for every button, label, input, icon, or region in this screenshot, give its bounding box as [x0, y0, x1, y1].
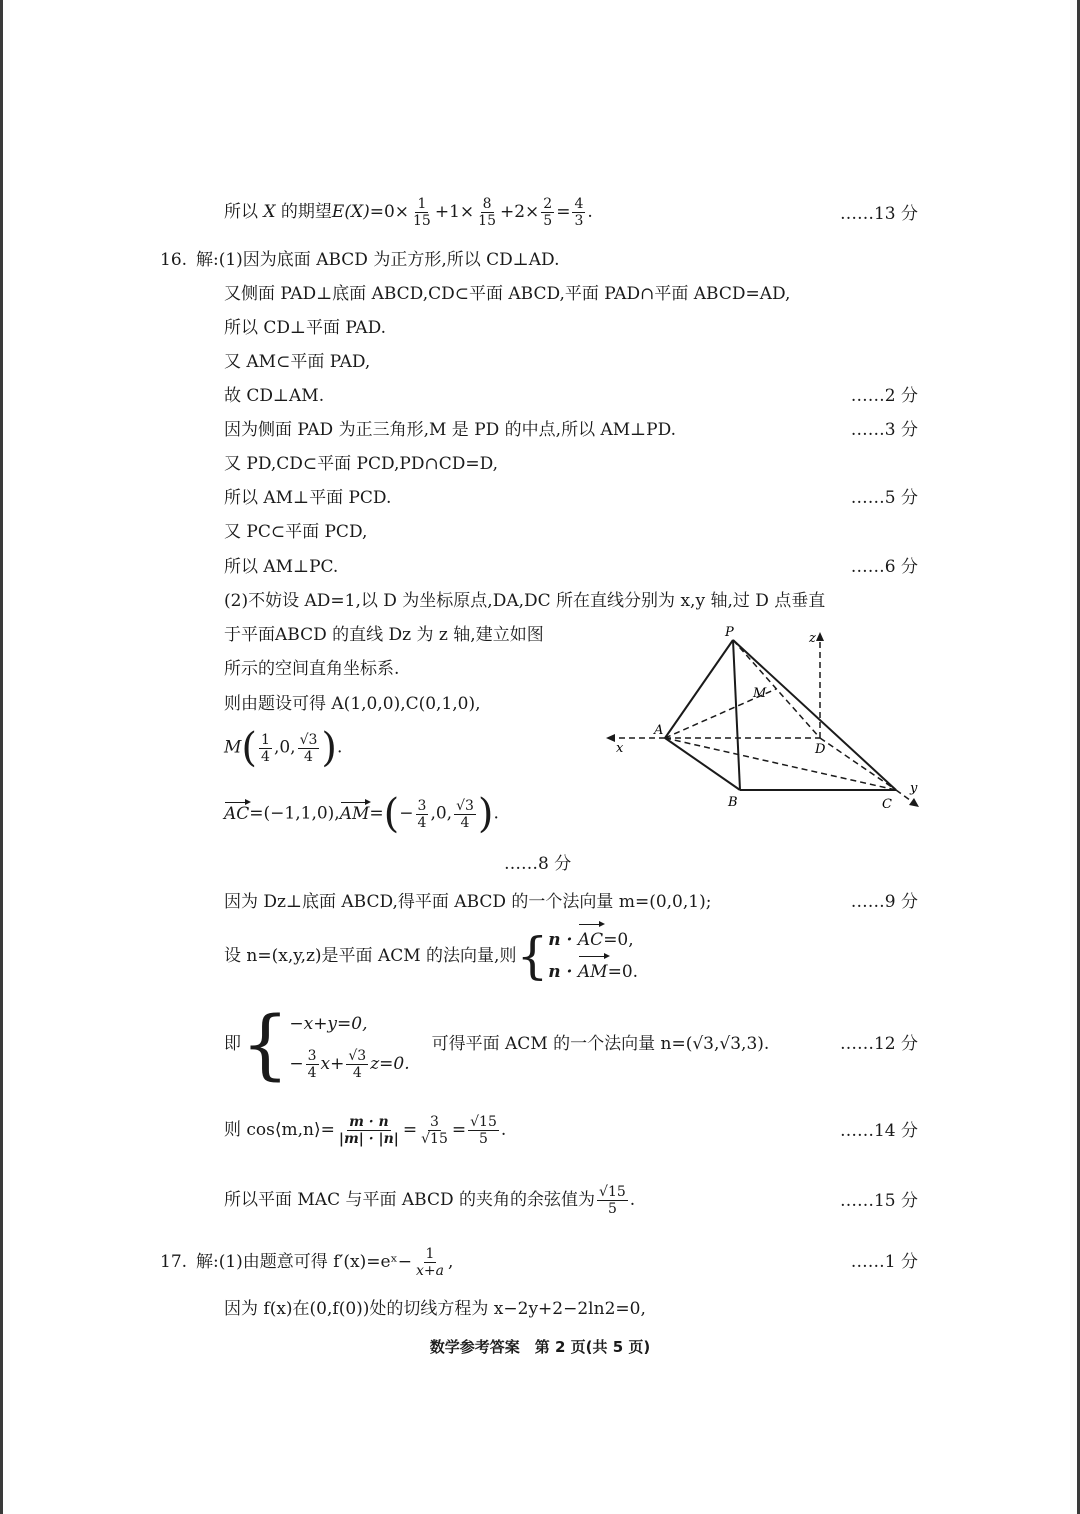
q16-line-6: 因为侧面 PAD 为正三角形,M 是 PD 的中点,所以 AM⊥PD. [224, 420, 677, 440]
q16-line-1: 解:(1)因为底面 ABCD 为正方形,所以 CD⊥AD. [196, 250, 560, 270]
q16-part2-line-2: 于平面ABCD 的直线 Dz 为 z 轴,建立如图 [224, 625, 544, 645]
var-x: X [263, 202, 276, 222]
vector-ac: AC [224, 803, 250, 824]
text: +2× [499, 202, 540, 222]
q16-line-3: 所以 CD⊥平面 PAD. [224, 318, 387, 338]
edge-pd [733, 640, 820, 738]
fraction: $\frac{8}{15}$ [478, 196, 496, 229]
vectors-ac-am: AC=(−1,1,0),AM=(− $\frac{3}{4}$ ,0, $\frac{√3}{4}$ ). [224, 791, 499, 837]
normal-vector-n-setup: 设 n=(x,y,z)是平面 ACM 的法向量,则 { n · AC=0, n · AM=0. [224, 928, 638, 984]
score-2: ……2 分 [850, 386, 918, 406]
q17-line-2: 因为 f(x)在(0,f(0))处的切线方程为 x−2y+2−2ln2=0, [224, 1299, 646, 1319]
label-p: P [725, 625, 734, 640]
text: 的期望 [280, 202, 332, 222]
text: =0× [369, 202, 410, 222]
label-a: A [654, 723, 664, 738]
score-6: ……6 分 [850, 557, 918, 577]
label-m: M [753, 686, 767, 701]
fraction: $\frac{3}{4}$ [417, 797, 427, 831]
label-x-axis: x [616, 741, 624, 756]
label-d: D [815, 742, 826, 757]
q16-line-9: 又 PC⊂平面 PCD, [224, 522, 368, 542]
equation-system: n · AC=0, n · AM=0. [548, 924, 638, 988]
page-footer: 数学参考答案 第 2 页(共 5 页) [429, 1338, 651, 1356]
normal-vector-m-line: 因为 Dz⊥底面 ABCD,得平面 ABCD 的一个法向量 m=(0,0,1); [224, 892, 712, 912]
fraction: $\frac{√3}{4}$ [456, 797, 474, 831]
pyramid-figure [598, 622, 928, 818]
score-9: ……9 分 [850, 892, 918, 912]
q17-line-1: 解:(1)由题意可得 f′(x)=eˣ− $\frac{1}{x+a}$ , [196, 1245, 454, 1279]
fraction: $\frac{1}{15}$ [413, 196, 431, 229]
score-13: ……13 分 [839, 204, 918, 224]
text: = [556, 202, 571, 222]
q16-line-7: 又 PD,CD⊂平面 PCD,PD∩CD=D, [224, 454, 499, 474]
q16-part2-line-4: 则由题设可得 A(1,0,0),C(0,1,0), [224, 694, 481, 714]
edge-pa [665, 640, 733, 738]
score-15: ……15 分 [839, 1191, 918, 1211]
fraction: $\frac{√3}{4}$ [299, 731, 318, 765]
edge-dc [820, 738, 896, 790]
q16-line-5: 故 CD⊥AM. [224, 386, 325, 406]
q16-part2-line-3: 所示的空间直角坐标系. [224, 659, 400, 679]
question-number-16: 16. [160, 250, 188, 270]
fraction: $\frac{2}{5}$ [543, 196, 553, 229]
y-axis-arrow [909, 798, 919, 807]
text: 所以 [224, 202, 258, 222]
label-c: C [882, 797, 892, 812]
cosine-line: 则 cos⟨m,n⟩= $\frac{m \cdot n}{|m| \cdot |n|}$ = $\frac{3}{√15}$ = $\frac{√15}{5}$ . [224, 1113, 507, 1147]
conclusion-line: 所以平面 MAC 与平面 ABCD 的夹角的余弦值为 $\frac{√15}{5}$ . [224, 1183, 636, 1217]
score-5: ……5 分 [850, 488, 918, 508]
q16-line-2: 又侧面 PAD⊥底面 ABCD,CD⊂平面 ABCD,平面 PAD∩平面 ABCD=AD, [224, 284, 791, 304]
expectation-symbol: E(X) [331, 202, 370, 222]
score-1: ……1 分 [850, 1252, 918, 1272]
equation-system: −x+y=0, − $\frac{3}{4}$ x+ $\frac{√3}{4}$ z=0. [289, 1014, 410, 1081]
q16-line-8: 所以 AM⊥平面 PCD. [224, 488, 392, 508]
score-12: ……12 分 [839, 1034, 918, 1054]
score-3: ……3 分 [850, 420, 918, 440]
label-b: B [728, 795, 738, 810]
label-z-axis: z [809, 631, 816, 646]
q16-line-4: 又 AM⊂平面 PAD, [224, 352, 371, 372]
score-14: ……14 分 [839, 1121, 918, 1141]
vector-am: AM [339, 803, 370, 824]
q16-part2-line-1: (2)不妨设 AD=1,以 D 为坐标原点,DA,DC 所在直线分别为 x,y 轴,过 D 点垂直 [224, 591, 826, 611]
label-y-axis: y [910, 781, 918, 796]
score-8: ……8 分 [504, 854, 572, 874]
expectation-line: 所以 X 的期望E(X)=0× $\frac{1}{15}$ +1× $\frac{8}{15}$ +2× $\frac{2}{5}$ = $\frac{4}{3}$ . [224, 196, 593, 229]
q16-line-10: 所以 AM⊥PC. [224, 557, 339, 577]
fraction: $\frac{4}{3}$ [574, 196, 584, 229]
edge-ac [665, 738, 896, 790]
edge-ab [665, 738, 740, 790]
fraction: $\frac{1}{4}$ [261, 731, 270, 765]
text: +1× [434, 202, 475, 222]
equation-system-solution: 即 { −x+y=0, − $\frac{3}{4}$ x+ $\frac{√3}{4}$ z=0. 可得平面 ACM 的一个法向量 n=(√3,√3,3). [224, 999, 770, 1088]
edge-pb [733, 640, 740, 790]
z-axis-arrow [816, 632, 824, 641]
x-axis-arrow [606, 734, 615, 742]
point-m-coordinates: M( $\frac{1}{4}$ ,0, $\frac{√3}{4}$ ). [224, 725, 343, 771]
question-number-17: 17. [160, 1252, 188, 1272]
edge-pc [733, 640, 896, 790]
